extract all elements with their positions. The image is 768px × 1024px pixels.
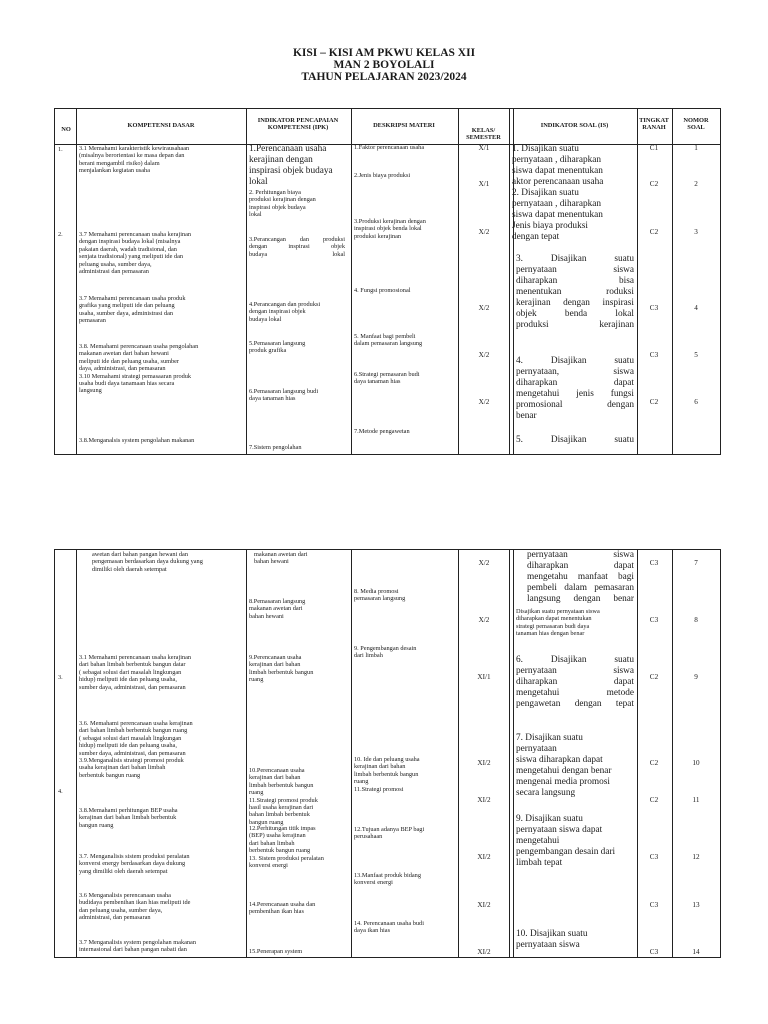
doc-title-line1: KISI – KISI AM PKWU KELAS XII (292, 47, 476, 59)
materi-text: 8. Media promosi pemasaran langsung (354, 588, 406, 603)
ipk-text: 4.Perancangan dan produksi dengan inspirasi objek budaya lokal (249, 301, 321, 323)
nomor-soal-cell: 4 (694, 304, 698, 312)
kelas-cell: XI/2 (477, 948, 491, 956)
kd-text: 3.7 Memahami perencanaan usaha kerajinan dengan inspirasi budaya lokal (misalnya pakaian daerah, wadah tradisional, dan senjata tradisional) yang meliputi ide dan peluang usaha, sumber daya, administrasi dan pemasaran (79, 231, 192, 276)
nomor-soal-cell: 2 (694, 180, 698, 188)
ipk-text: 10.Perencanaan usaha kerajinan dari bahan limbah berbentuk bangun ruang 11.Strategi promosi produk hasil usaha kerajinan dari bahan limbah berbentuk bangun ruang (249, 767, 318, 826)
doc-title-line3: TAHUN PELAJARAN 2023/2024 (301, 71, 467, 83)
ranah-cell: C3 (649, 351, 659, 359)
ipk-text: 7.Sistem pengolahan (249, 444, 302, 451)
kd-text: 3.6. Memahami perencanaan usaha kerajinan dari bahan limbah berbentuk bangun ruang ( sebagai solusi dari masalah lingkungan hidup) meliputi ide dan peluang usaha, sumber daya, administrasi, dan pemasaran 3.9.Menganalisis strategi promosi produk usaha kerajinan dari bahan limbah berbentuk bangun ruang (79, 720, 193, 779)
indikator-soal-text: 2. Disajikan suatu pernyataan , diharapkan siswa dapat menentukan Jenis biaya produksi dengan tepat (512, 188, 603, 242)
kelas-cell: X/1 (478, 144, 490, 152)
row-no: 1. (58, 146, 63, 153)
ranah-cell: C3 (649, 901, 659, 909)
header-deskripsi-materi: DESKRIPSI MATERI (373, 122, 435, 129)
indikator-soal-text: pernyataan siswa diharapkan dapat mengetahu manfaat bagi pembeli dalam pemasaran langsung dengan benar (527, 550, 634, 604)
kelas-cell: XI/2 (477, 759, 491, 767)
ipk-text: 8.Pemasaran langsung makanan awetan dari bahan hewani (249, 598, 306, 620)
header-kelas-semester: KELAS/ SEMESTER (466, 127, 501, 142)
kelas-cell: X/2 (478, 616, 490, 624)
ipk-text: makanan awetan dari bahan hewani (254, 551, 308, 566)
nomor-soal-cell: 7 (694, 559, 698, 567)
indikator-soal-text: Disajikan suatu pernyataan siswa diharapkan dapat menentukan strategi pemasaran budi daya tanaman hias dengan benar (516, 608, 600, 638)
ipk-text: 1.Perencanaan usaha kerajinan dengan inspirasi objek budaya lokal (249, 144, 333, 187)
header-no: NO (61, 126, 71, 133)
kd-text: awetan dari bahan pangan hewani dan pengemasan berdasarkan daya dukung yang dimiliki oleh daerah setempat (92, 551, 203, 573)
kelas-cell: XI/2 (477, 853, 491, 861)
materi-text: 6.Strategi pemasaran budi daya tanaman hias (354, 371, 420, 386)
materi-text: 13.Manfaat produk bidang konversi energi (354, 872, 421, 887)
kd-text: 3.7 Memahami perencanaan usaha produk grafika yang meliputi ide dan peluang usaha, sumber daya, administrasi dan pemasaran (79, 295, 186, 325)
ipk-text: 12.Perhitungan titik impas (BEP) usaha kerajinan dari bahan limbah berbentuk bangun ruang 13. Sistem produksi peralatan konversi energi (249, 825, 324, 870)
kd-text: 3.1 Memahami karakteristik kewirausahaan (misalnya berorientasi ke masa depan dan berani mengambil risiko) dalam menjalankan kegiatan usaha (79, 145, 190, 175)
doc-title-line2: MAN 2 BOYOLALI (333, 59, 435, 71)
header-kompetensi-dasar: KOMPETENSI DASAR (127, 122, 195, 129)
kd-text: 3.1 Memahami perencanaan usaha kerajinan dari bahan limbah berbentuk bangun datar ( sebagai solusi dari masalah lingkungan hidup) meliputi ide dan peluang usaha, sumber daya, administrasi, dan pemasaran (79, 654, 192, 691)
ranah-cell: C2 (649, 228, 659, 236)
materi-text: 3.Produksi kerajinan dengan inspirasi objek benda lokal produksi kerajinan (354, 218, 426, 240)
ipk-text: 9.Perencanaan usaha kerajinan dari bahan limbah berbentuk bangun ruang (249, 654, 314, 684)
indikator-soal-text: 9. Disajikan suatu pernyataan siswa dapat mengetahui pengembangan desain dari limbah tepat (516, 814, 616, 868)
nomor-soal-cell: 6 (694, 398, 698, 406)
kelas-cell: XI/2 (477, 901, 491, 909)
materi-text: 12.Tujuan adanya BEP bagi perusahaan (354, 826, 425, 841)
materi-text: 1.Faktor perencanaan usaha (354, 144, 425, 151)
kelas-cell: XI/2 (477, 796, 491, 804)
nomor-soal-cell: 1 (694, 144, 698, 152)
row-no: 4. (58, 788, 63, 795)
nomor-soal-cell: 8 (694, 616, 698, 624)
kelas-cell: XI/1 (477, 673, 491, 681)
kelas-cell: X/2 (478, 228, 490, 236)
ranah-cell: C2 (649, 180, 659, 188)
ipk-text: 2. Perhitungan biaya produksi kerajinan dengan inspirasi objek budaya lokal (249, 189, 316, 219)
kelas-cell: X/2 (478, 304, 490, 312)
nomor-soal-cell: 13 (692, 901, 700, 909)
ranah-cell: C2 (649, 398, 659, 406)
ipk-text: 14.Perencanaan usaha dan pembenihan ikan hias (249, 901, 316, 916)
kd-text: 3.8.Memahami perhitungan BEP usaha kerajinan dari bahan limbah berbentuk bangun ruang (79, 807, 178, 829)
header-indikator-soal: INDIKATOR SOAL (IS) (540, 122, 609, 129)
ranah-cell: C3 (649, 853, 659, 861)
materi-text: 7.Metode pengawetan (354, 428, 410, 435)
materi-text: 14. Perencanaan usaha budi daya ikan hias (354, 920, 424, 935)
header-nomor-soal: NOMOR SOAL (683, 117, 709, 132)
materi-text: 9. Pengembangan desain dari limbah (354, 645, 417, 660)
nomor-soal-cell: 12 (692, 853, 700, 861)
row-no: 3. (58, 674, 63, 681)
kelas-cell: X/2 (478, 398, 490, 406)
header-ipk: INDIKATOR PENCAPAIAN KOMPETENSI (IPK) (257, 117, 339, 132)
row-no: 2. (58, 231, 63, 238)
indikator-soal-text: 5. Disajikan suatu (516, 435, 634, 445)
ipk-text: 3.Perancangan dan produksi dengan inspirasi objek budaya lokal (249, 236, 345, 258)
ranah-cell: C3 (649, 616, 659, 624)
header-tingkat-ranah: TINGKAT RANAH (639, 117, 669, 132)
indikator-soal-text: 7. Disajikan suatu pernyataan siswa diharapkan dapat mengetahui dengan benar mengenai media promosi secara langsung (516, 733, 612, 798)
indikator-soal-text: 4. Disajikan suatu pernyataan, siswa diharapkan dapat mengetahui jenis fungsi promosional dengan benar (516, 356, 634, 421)
materi-text: 4. Fungsi promosional (354, 287, 411, 294)
ipk-text: 15.Penerapan system (249, 948, 303, 955)
ranah-cell: C2 (649, 673, 659, 681)
materi-text: 10. Ide dan peluang usaha kerajinan dari bahan limbah berbentuk bangun ruang 11.Strategi promosi (354, 756, 420, 793)
nomor-soal-cell: 10 (692, 759, 700, 767)
nomor-soal-cell: 5 (694, 351, 698, 359)
nomor-soal-cell: 11 (692, 796, 700, 804)
ipk-text: 5.Pemasaran langsung produk grafika (249, 340, 306, 355)
ranah-cell: C3 (649, 948, 659, 956)
ranah-cell: C3 (649, 559, 659, 567)
kd-text: 3.8.Menganalsis system pengolahan makanan (79, 437, 195, 444)
nomor-soal-cell: 3 (694, 228, 698, 236)
kd-text: 3.8. Memahami perencanaan usaha pengolahan makanan awetan dari bahan hewani meliputi ide dan peluang usaha, sumber daya, administrasi, dan pemasaran 3.10 Memahami strategi pemasaaran produk usaha budi daya tanamaan hias secara langsung (79, 343, 199, 395)
materi-text: 5. Manfaat bagi pembeli dalam pemasaran langsung (354, 333, 423, 348)
nomor-soal-cell: 14 (692, 948, 700, 956)
materi-text: 2.Jenis biaya produksi (354, 172, 411, 179)
kd-text: 3.6 Menganalisis perencanaan usaha budidaya pembenihan ikan hias meliputi ide dan peluang usaha, sumber daya, administrasi, dan pemasaran (79, 892, 191, 922)
kelas-cell: X/2 (478, 559, 490, 567)
kd-text: 3.7 Menganalisis system pengolahan makanan internasional dari bahan pangan nabati dan (79, 939, 196, 954)
ipk-text: 6.Pemasaran langsung budi daya tanaman hias (249, 388, 319, 403)
kelas-cell: X/1 (478, 180, 490, 188)
ranah-cell: C1 (649, 144, 659, 152)
kd-text: 3.7. Menganalisis sistem produksi peralatan konversi energy berdasarkan daya dukung yang dimiliki oleh daerah setempat (79, 853, 190, 875)
kelas-cell: X/2 (478, 351, 490, 359)
nomor-soal-cell: 9 (694, 673, 698, 681)
ranah-cell: C2 (649, 759, 659, 767)
indikator-soal-text: 6. Disajikan suatu pernyataan siswa diharapkan dapat mengetahui metode pengawetan dengan tepat (516, 655, 634, 709)
ranah-cell: C2 (649, 796, 659, 804)
indikator-soal-text: 3. Disajikan suatu pernyataan siswa diharapkan bisa menentukan roduksi kerajinan dengan inspirasi objek benda lokal produksi kerajinan (516, 254, 634, 330)
indikator-soal-text: 1. Disajikan suatu pernyataan , diharapkan siswa dapat menentukan aktor perencanaan usaha (512, 144, 604, 187)
ranah-cell: C3 (649, 304, 659, 312)
indikator-soal-text: 10. Disajikan suatu pernyataan siswa (516, 929, 588, 950)
